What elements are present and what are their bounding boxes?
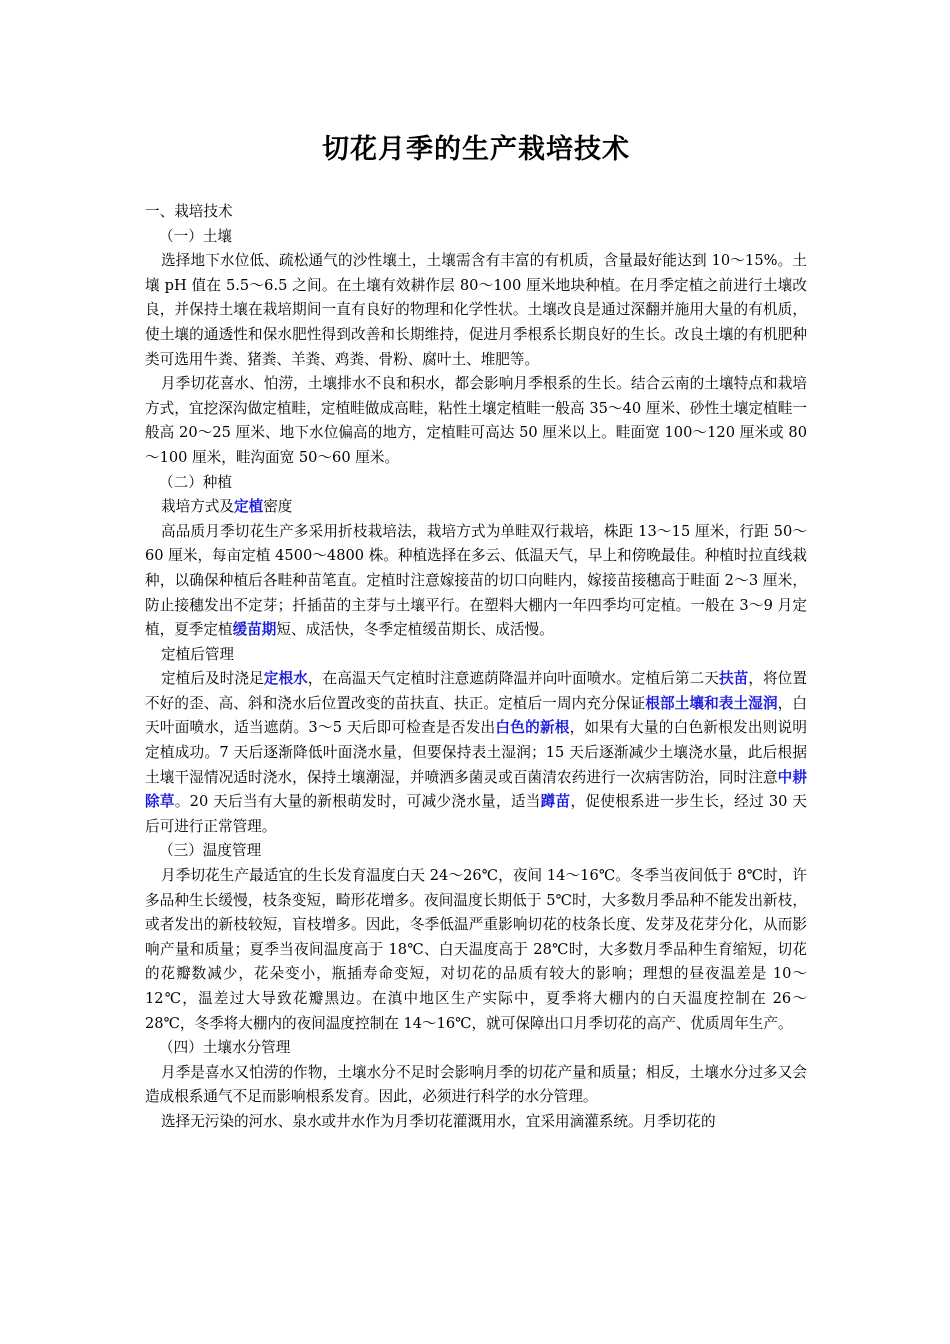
link-dingzhi[interactable]: 定植 [233, 498, 264, 516]
paragraph-water-2: 选择无污染的河水、泉水或井水作为月季切花灌溉用水，宜采用滴灌系统。月季切花的 [161, 1112, 716, 1130]
planting-method-text-b: 密度 [263, 498, 293, 516]
subsection-heading-temperature: （三）温度管理 [159, 842, 262, 860]
paragraph-temperature-1: 月季切花生产最适宜的生长发育温度白天 24～26℃，夜间 14～16℃。冬季当夜间低于 8℃时，许多品种生长缓慢，枝条变短，畸形花增多。夜间温度长期低于 5℃时，大多数月季品种不能发出新枝，或者发出的新枝较短，盲枝增多。因此，冬季低温严重影响切花的枝条长度、发芽及花芽分化，从而影响产量和质量；夏季当夜间温度高于 18℃、白天温度高于 28℃时，大多数月季品种生育缩短，切花的花瓣数减少，花朵变小，瓶插寿命变短，对切花的品质有较大的影响；理想的昼夜温差是 10～12℃，温差过大导致花瓣黑边。在滇中地区生产实际中，夏季将大棚内的白天温度控制在 26～28℃，冬季将大棚内的夜间温度控制在 14～16℃，就可保障出口月季切花的高产、优质周年生产。 [145, 867, 807, 1032]
link-weeding[interactable]: 中耕除草 [145, 768, 807, 811]
paragraph-soil-1: 选择地下水位低、疏松通气的沙性壤土，土壤需含有丰富的有机质，含量最好能达到 10～15%。土壤 pH 值在 5.5～6.5 之间。在土壤有效耕作层 80～100 厘米地块种植。在月季定植之前进行土壤改良，并保持土壤在栽培期间一直有良好的物理和化学性状。土壤改良是通过深翻并施用大量的有机质，使土壤的通透性和保水肥性得到改善和长期维持，促进月季根系长期良好的生长。改良土壤的有机肥种类可选用牛粪、猪粪、羊粪、鸡粪、骨粉、腐叶土、堆肥等。 [145, 252, 807, 368]
subsection-heading-soil: （一）土壤 [159, 227, 232, 245]
planting-method-heading [145, 495, 807, 520]
planting-p2-text-g: ，促使根系进一步生长，经过 30 天后可进行正常管理。 [145, 793, 807, 835]
planting-p1-text-a: 高品质月季切花生产多采用折枝栽培法，栽培方式为单畦双行栽培，株距 13～15 厘米，行距 50～60 厘米，每亩定植 4500～4800 株。种植选择在多云、低温天气，早上和傍晚最佳。种植时拉直线栽种，以确保种植后各畦种苗笔直。定植时注意嫁接苗的切口向畦内，嫁接苗接穗高于畦面 2～3 厘米，防止接穗发出不定芽；扦插苗的主芽与土壤平行。在塑料大棚内一年四季均可定植。一般在 3～9 月定植，夏季定植 [145, 522, 807, 639]
link-dinggenshui[interactable]: 定根水 [263, 670, 308, 688]
link-fumiao[interactable]: 扶苗 [718, 670, 749, 688]
link-dunmiao[interactable]: 蹲苗 [540, 793, 571, 811]
document-title: 切花月季的生产栽培技术 [322, 134, 630, 165]
link-white-new-root[interactable]: 白色的新根 [495, 719, 570, 737]
subsection-heading-planting: （二）种植 [159, 473, 232, 491]
link-root-soil-moist[interactable]: 根部土壤和表土湿润 [645, 694, 778, 712]
paragraph-planting-1 [145, 520, 807, 643]
planting-p2-text-d: ，白天叶面喷水，适当遮荫。3～5 天后即可检查是否发出 [145, 694, 807, 737]
section-heading-cultivation: 一、栽培技术 [145, 203, 233, 220]
planting-p2-text-c: ，将位置不好的歪、高、斜和浇水后位置改变的苗扶直、扶正。定植后一周内充分保证 [145, 670, 807, 712]
planting-p2-text-f: 。20 天后当有大量的新根萌发时，可减少浇水量，适当 [174, 793, 541, 811]
paragraph-water-1: 月季是喜水又怕涝的作物，土壤水分不足时会影响月季的切花产量和质量；相反，土壤水分过多又会造成根系通气不足而影响根系发育。因此，必须进行科学的水分管理。 [145, 1063, 807, 1106]
post-planting-heading: 定植后管理 [161, 645, 234, 663]
planting-p2-text-a: 定植后及时浇足 [161, 670, 264, 688]
planting-p1-text-b: 短、成活快，冬季定植缓苗期长、成活慢。 [276, 621, 554, 639]
paragraph-planting-2 [145, 667, 807, 839]
planting-method-text-a: 栽培方式及 [161, 498, 234, 516]
document-body [145, 200, 807, 1135]
subsection-heading-water: （四）土壤水分管理 [159, 1039, 291, 1057]
paragraph-soil-2: 月季切花喜水、怕涝，土壤排水不良和积水，都会影响月季根系的生长。结合云南的土壤特点和栽培方式，宜挖深沟做定植畦，定植畦做成高畦，粘性土壤定植畦一般高 35～40 厘米、砂性土壤定植畦一般高 20～25 厘米、地下水位偏高的地方，定植畦可高达 50 厘米以上。畦面宽 100～120 厘米或 80～100 厘米，畦沟面宽 50～60 厘米。 [145, 375, 807, 466]
planting-p2-text-b: ，在高温天气定植时注意遮荫降温并向叶面喷水。定植后第二天 [307, 670, 719, 688]
planting-p2-text-e: ，如果有大量的白色新根发出则说明定植成功。7 天后逐渐降低叶面浇水量，但要保持表土湿润；15 天后逐渐减少土壤浇水量，此后根据土壤干湿情况适时浇水，保持土壤潮湿，并喷洒多菌灵或百菌清农药进行一次病害防治，同时注意 [145, 719, 807, 786]
link-huanmiaoqi[interactable]: 缓苗期 [232, 621, 277, 639]
